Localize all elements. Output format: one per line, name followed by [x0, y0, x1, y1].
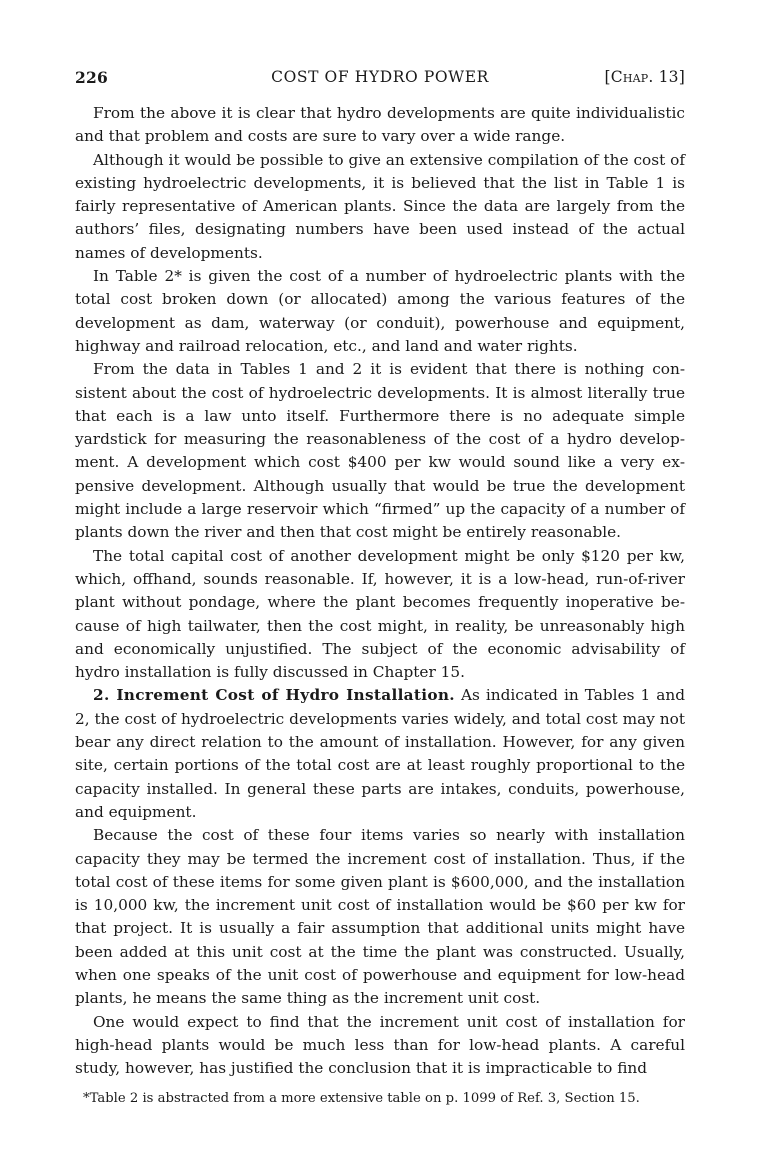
running-title: COST OF HYDRO POWER — [271, 68, 489, 86]
paragraph: Although it would be possible to give an extensive compilation of the cost of existing hydroelectric developments, it is believed that the list in Table 1 is fairly representative of American plants. Since the data are largely from the authors’ files, designating numbers have been used instead of the actual names of developments. — [75, 150, 685, 262]
footnote: *Table 2 is abstracted from a more extensive table on p. 1099 of Ref. 3, Section 15. — [83, 1091, 640, 1107]
paragraph: One would expect to find that the increment unit cost of installation for high-head plants would be much less than for low-head plants. A careful study, however, has justified the conclusion that it is impracticable to find — [75, 1012, 685, 1078]
book-page — [75, 68, 685, 1108]
section-text: As indicated in Tables 1 and 2, the cost of hydroelectric developments varies widely, and total cost may not bear any direct relation to the amount of installation. However, for any given site, certain portions of the total cost are at least roughly proportional to the capacity installed. In general these parts are intakes, conduits, powerhouse, and equipment. — [75, 686, 685, 821]
paragraph: In Table 2* is given the cost of a number of hydroelectric plants with the total cost broken down (or allocated) among the various features of the development as dam, waterway (or conduit), powerhouse and equipment, highway and railroad relocation, etc., and land and water rights. — [75, 267, 685, 355]
paragraph: Because the cost of these four items varies so nearly with installation capacity they may be termed the increment cost of installation. Thus, if the total cost of these items for some given plant is $600,000, and the installation is 10,000 kw, the increment unit cost of installation would be $60 per kw for that project. It is usually a fair assumption that additional units might have been added at this unit cost at the time the plant was constructed. Usually, when one speaks of the unit cost of powerhouse and equipment for low-head plants, he means the same thing as the increment unit cost. — [75, 826, 685, 1008]
paragraph: From the above it is clear that hydro developments are quite individualistic and that problem and costs are sure to vary over a wide range. — [75, 104, 685, 146]
paragraph: The total capital cost of another development might be only $120 per kw, which, offhand, sounds reasonable. If, however, it is a low-head, run-of-river plant without pondage, where the plant becomes frequently inoperative because of high tailwater, then the cost might, in reality, be unreasonably high and economically unjustified. The subject of the economic advisability of hydro installation is fully discussed in Chapter 15. — [75, 546, 685, 682]
section-heading: 2. Increment Cost of Hydro Installation. — [93, 686, 455, 705]
section-paragraph — [75, 684, 685, 824]
chapter-label: [Chap. 13] — [604, 68, 685, 86]
body-text — [75, 102, 685, 1080]
running-head — [75, 68, 685, 92]
paragraph: From the data in Tables 1 and 2 it is evident that there is nothing consistent about the cost of hydroelectric developments. It is almost literally true that each is a law unto itself. Furthermore there is no adequate simple yardstick for measuring the reasonableness of the cost of a hydro development. A development which cost $400 per kw would sound like a very expensive development. Although usually that would be true the development might include a large reservoir which “firmed” up the capacity of a number of plants down the river and then that cost might be entirely reasonable. — [75, 360, 685, 542]
page-number: 226 — [75, 68, 108, 87]
